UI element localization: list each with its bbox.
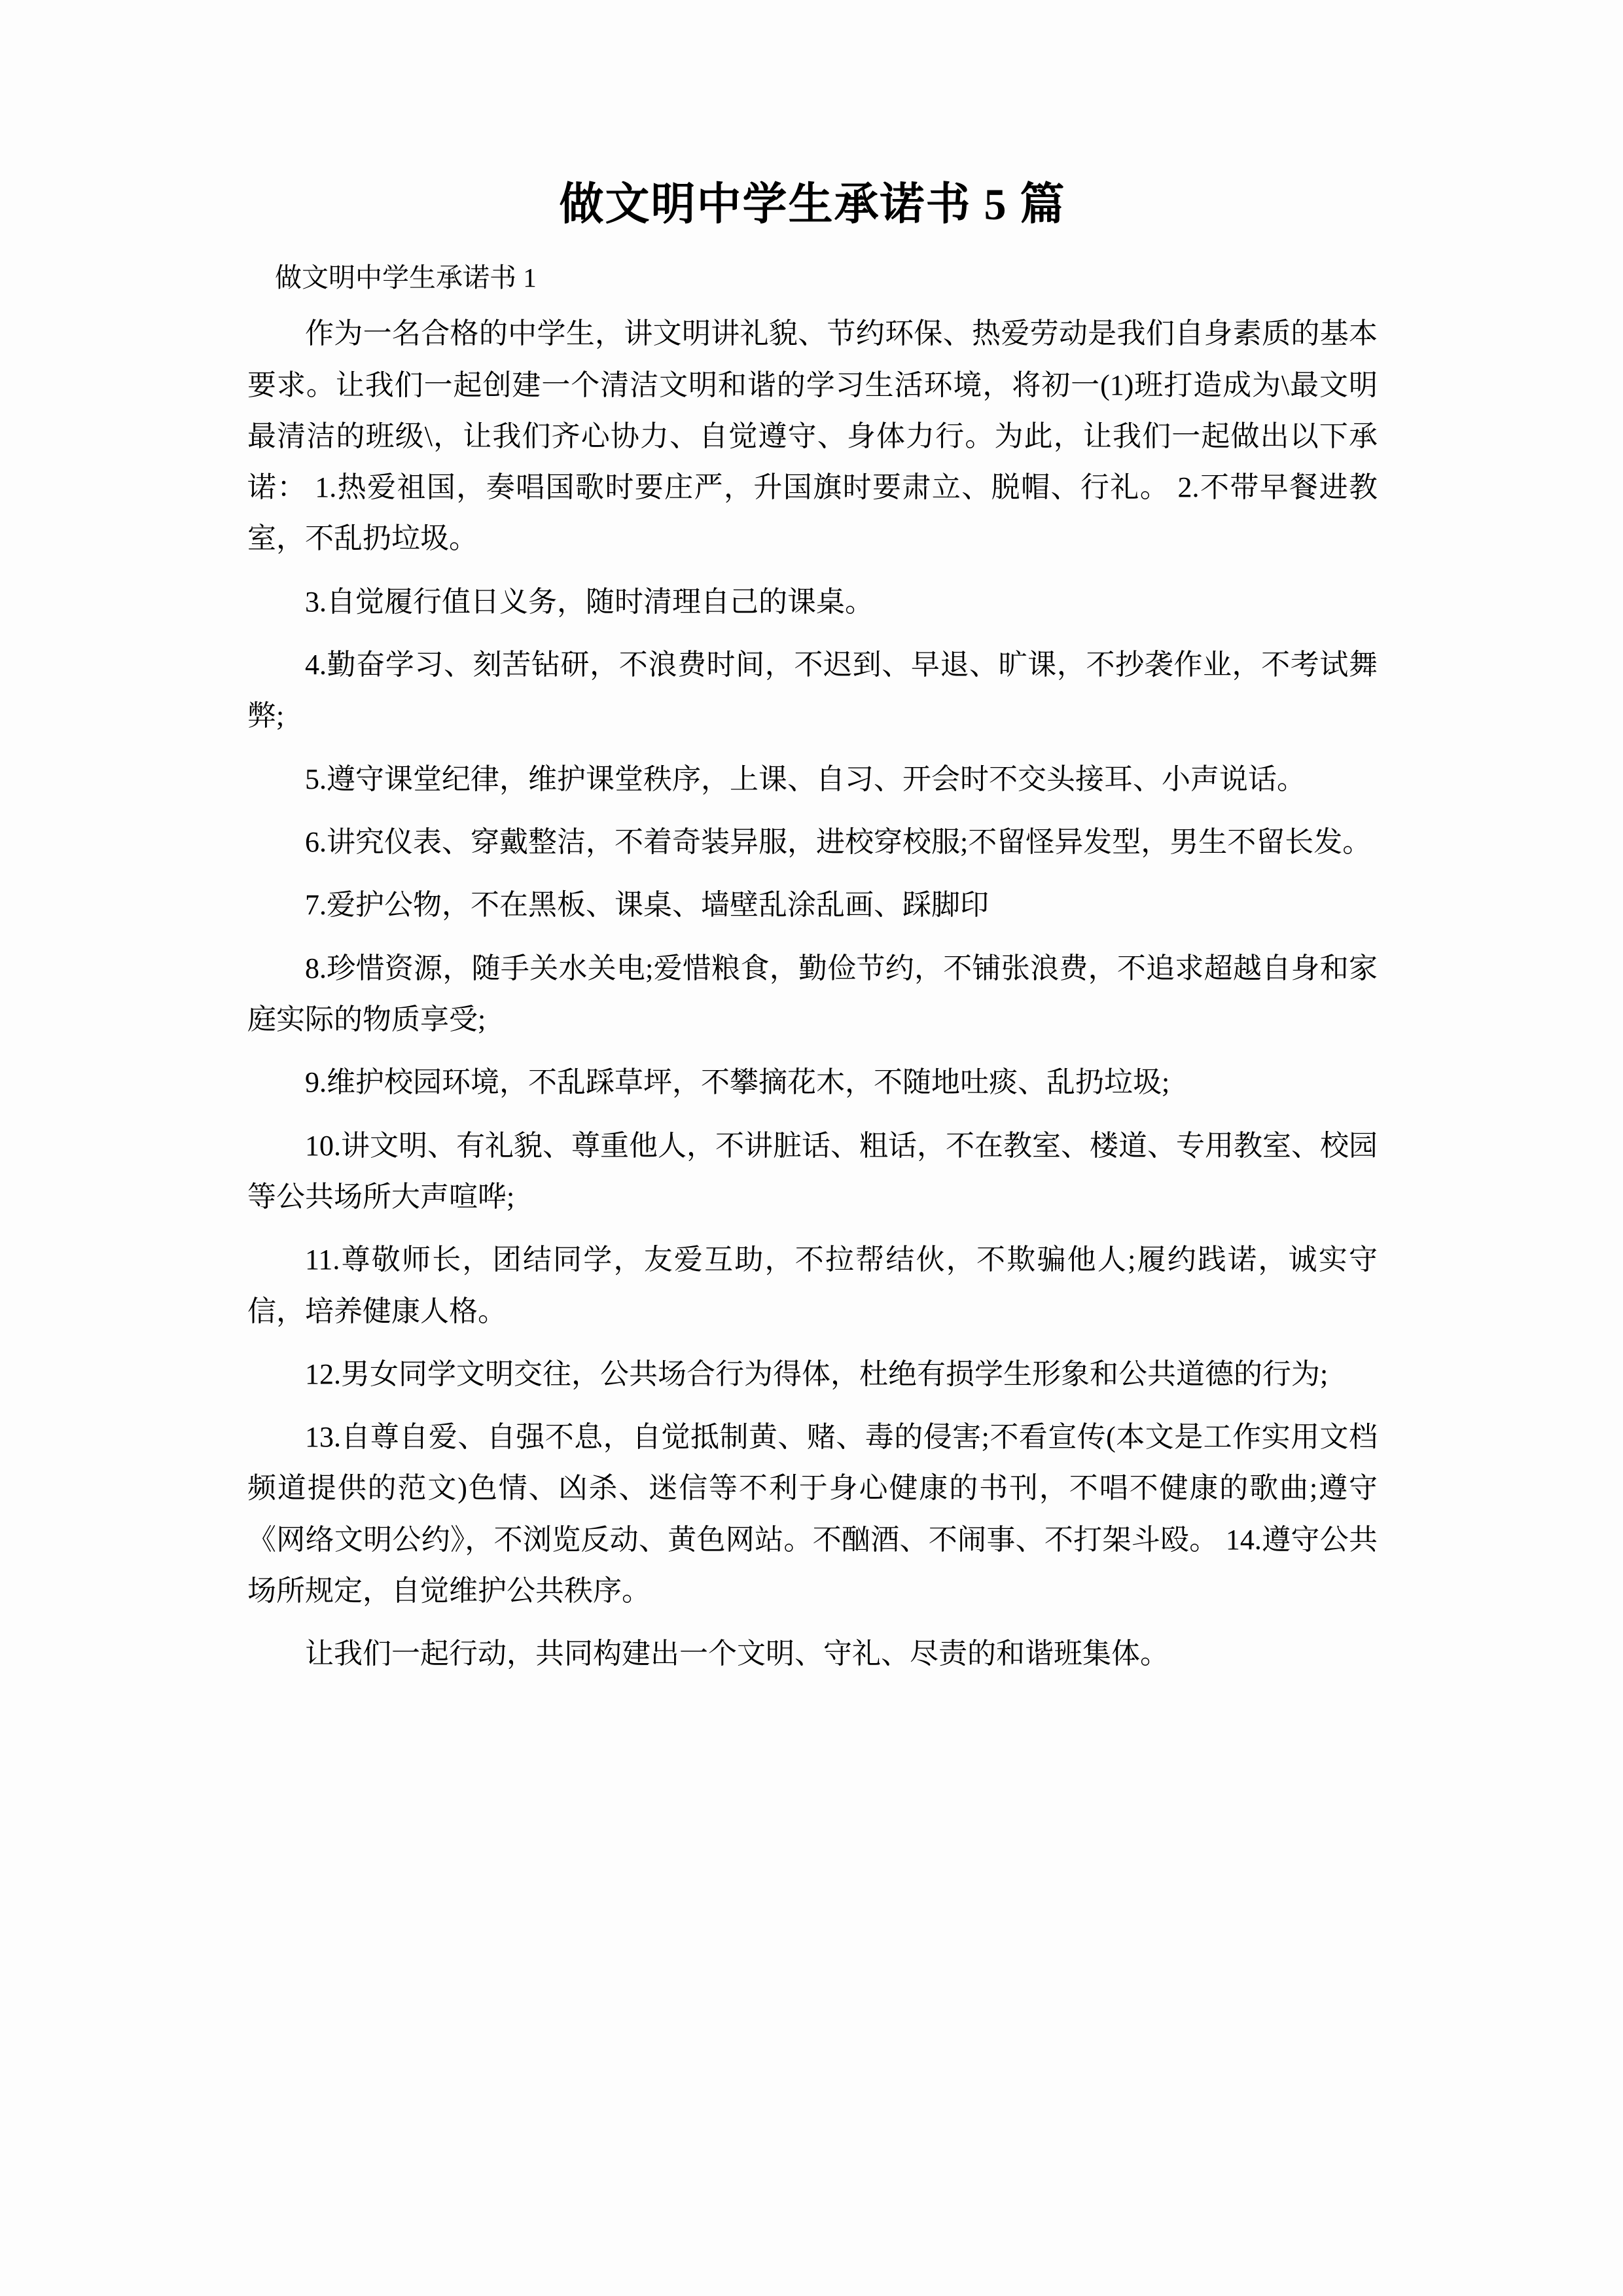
body-paragraph-5: 6.讲究仪表、穿戴整洁，不着奇装异服，进校穿校服;不留怪异发型，男生不留长发。 [305,826,1372,859]
body-paragraph-4: 5.遵守课堂纪律，维护课堂秩序，上课、自习、开会时不交头接耳、小声说话。 [305,762,1306,795]
body-paragraph-3: 4.勤奋学习、刻苦钻研，不浪费时间，不迟到、早退、旷课，不抄袭作业，不考试舞弊; [247,649,1378,732]
body-paragraph-7: 8.珍惜资源，随手关水关电;爱惜粮食，勤俭节约，不铺张浪费，不追求超越自身和家庭实际的物质享受; [247,952,1378,1035]
body-paragraph-13: 让我们一起行动，共同构建出一个文明、守礼、尽责的和谐班集体。 [305,1638,1169,1670]
body-paragraph-12: 13.自尊自爱、自强不息，自觉抵制黄、赌、毒的侵害;不看宣传(本文是工作实用文档频道提供的范文)色情、凶杀、迷信等不利于身心健康的书刊，不唱不健康的歌曲;遵守《网络文明公约》，不浏览反动、黄色网站。不酗酒、不闹事、不打架斗殴。 14.遵守公共场所规定，自觉维护公共秩序。 [247,1421,1378,1607]
body-paragraph-2: 3.自觉履行值日义务，随时清理自己的课桌。 [305,585,874,618]
body-paragraph-11: 12.男女同学文明交往，公共场合行为得体，杜绝有损学生形象和公共道德的行为; [305,1357,1329,1390]
body-paragraph-1: 作为一名合格的中学生，讲文明讲礼貌、节约环保、热爱劳动是我们自身素质的基本要求。让我们一起创建一个清洁文明和谐的学习生活环境，将初一(1)班打造成为\最文明最清洁的班级\，让我们齐心协力、自觉遵守、身体力行。为此，让我们一起做出以下承诺： 1.热爱祖国，奏唱国歌时要庄严，升国旗时要肃立、脱帽、行礼。 2.不带早餐进教室，不乱扔垃圾。 [247,317,1378,555]
body-paragraph-8: 9.维护校园环境，不乱踩草坪，不攀摘花木，不随地吐痰、乱扔垃圾; [305,1066,1170,1099]
body-paragraph-9: 10.讲文明、有礼貌、尊重他人，不讲脏话、粗话，不在教室、楼道、专用教室、校园等公共场所大声喧哗; [247,1129,1378,1213]
page-title: 做文明中学生承诺书 5 篇 [559,179,1066,229]
section-subheading: 做文明中学生承诺书 1 [275,262,537,293]
body-paragraph-6: 7.爱护公物，不在黑板、课桌、墙壁乱涂乱画、踩脚印 [305,889,989,922]
document-content [247,0,1378,1680]
body-paragraph-10: 11.尊敬师长，团结同学，友爱互助，不拉帮结伙，不欺骗他人;履约践诺，诚实守信，培养健康人格。 [247,1244,1378,1327]
